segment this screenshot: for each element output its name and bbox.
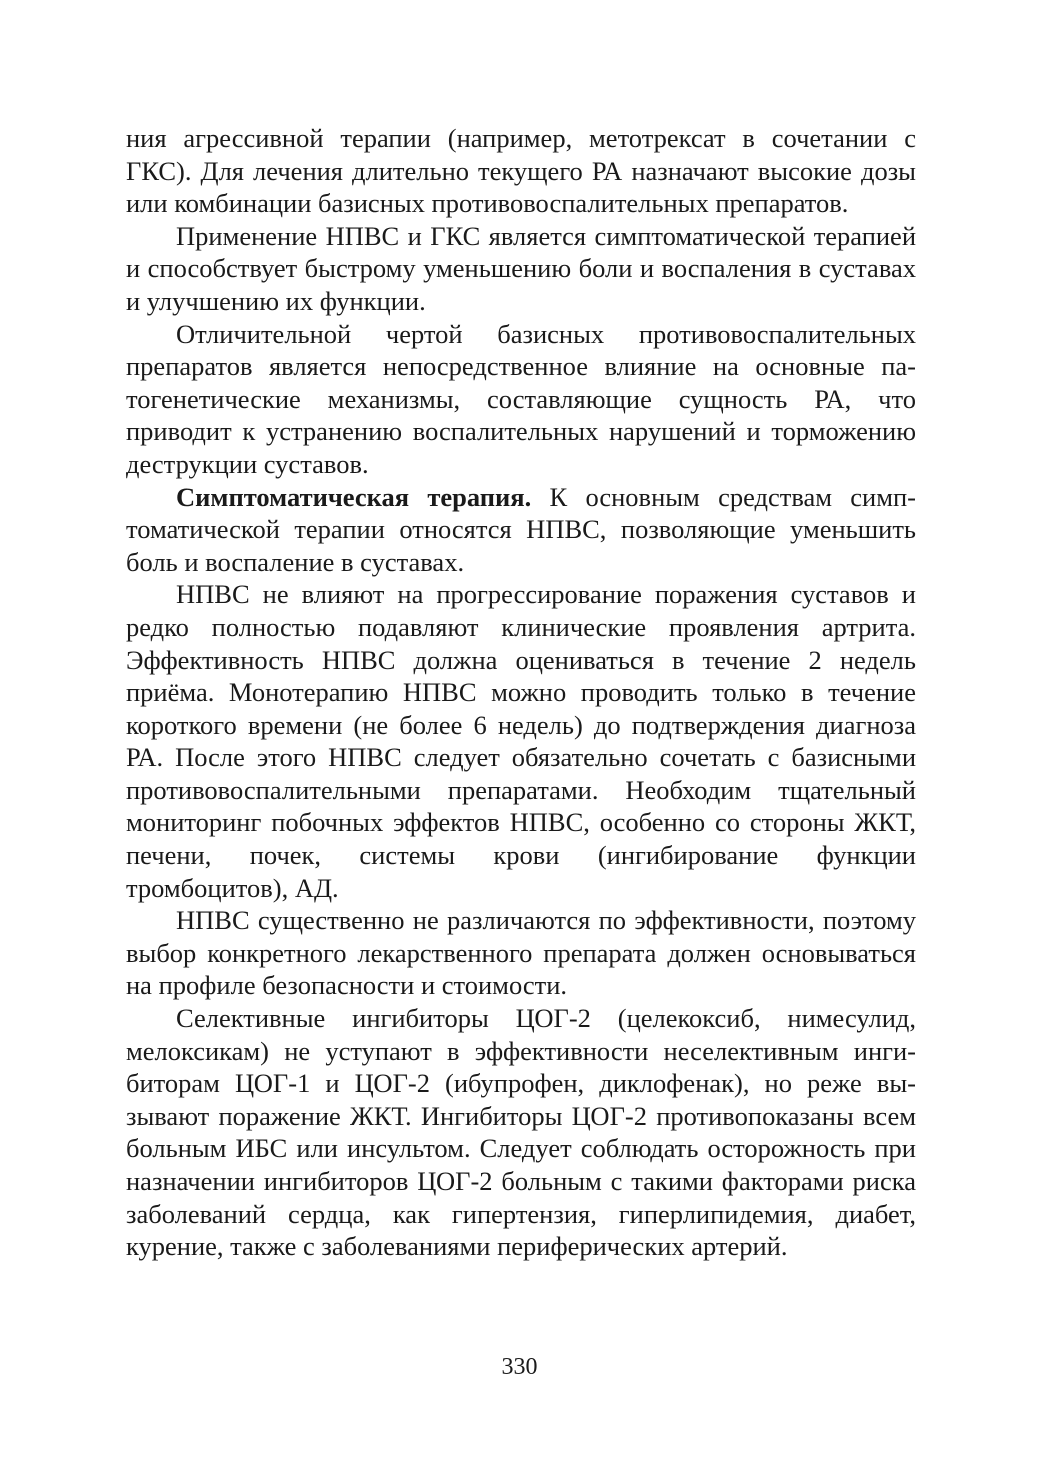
paragraph-symptomatic-therapy — [126, 481, 916, 579]
paragraph-text: К основным средствам симптоматической терапии относятся НПВС, позволяющие уменьшить боль и воспаление в суставах. — [126, 481, 916, 577]
paragraph-basic-drugs: Отличительной чертой базисных противовоспалительных препаратов является непосредственное влияние на основные патогенетические механизмы, составляющие сущность РА, что приводит к устранению воспалительных нарушений и торможению деструкции суставов. — [126, 318, 916, 479]
page-number: 330 — [501, 1354, 538, 1380]
page-body — [126, 122, 916, 1263]
paragraph-cox2-inhibitors: Селективные ингибиторы ЦОГ-2 (целекоксиб, нимесулид, мелоксикам) не уступают в эффективности неселективным ингибиторам ЦОГ-1 и ЦОГ-2 (ибупрофен, диклофенак), но реже вызывают поражение ЖКТ. Ингибиторы ЦОГ-2 противопоказаны всем больным ИБС или инсультом. Следует соблюдать осторожность при назначении ингибиторов ЦОГ-2 больным с такими факторами риска заболеваний сердца, как гипертензия, гиперлипидемия, диабет, курение, также с заболеваниями периферических артерий. — [126, 1003, 916, 1262]
paragraph-npvs-effects: НПВС не влияют на прогрессирование поражения суставов и редко полностью подавляют клинические проявления артрита. Эффективность НПВС должна оцениваться в течение 2 недель приёма. Монотерапию НПВС можно проводить только в течение короткого времени (не более 6 недель) до подтверждения диагноза РА. После этого НПВС следует обязательно сочетать с базисными противовоспалительными препаратами. Необходим тщательный мониторинг побочных эффектов НПВС, особенно со стороны ЖКТ, печени, почек, системы крови (ингибирование функции тромбоцитов), АД. — [126, 579, 916, 903]
paragraph-continuation: ния агрессивной терапии (например, метотрексат в сочетании с ГКС). Для лечения длительно текущего РА назначают высокие дозы или комбинации базисных противовоспалительных препаратов. — [126, 123, 916, 219]
section-heading-symptomatic-therapy: Симптоматическая терапия. — [176, 481, 532, 512]
paragraph-npvs-choice: НПВС существенно не различаются по эффективности, поэтому выбор конкретного лекарственного препарата должен основываться на профиле безопасности и стоимости. — [126, 905, 916, 1001]
paragraph-npvs-gks: Применение НПВС и ГКС является симптоматической терапией и способствует быстрому уменьшению боли и воспаления в суставах и улучшению их функции. — [126, 220, 916, 316]
